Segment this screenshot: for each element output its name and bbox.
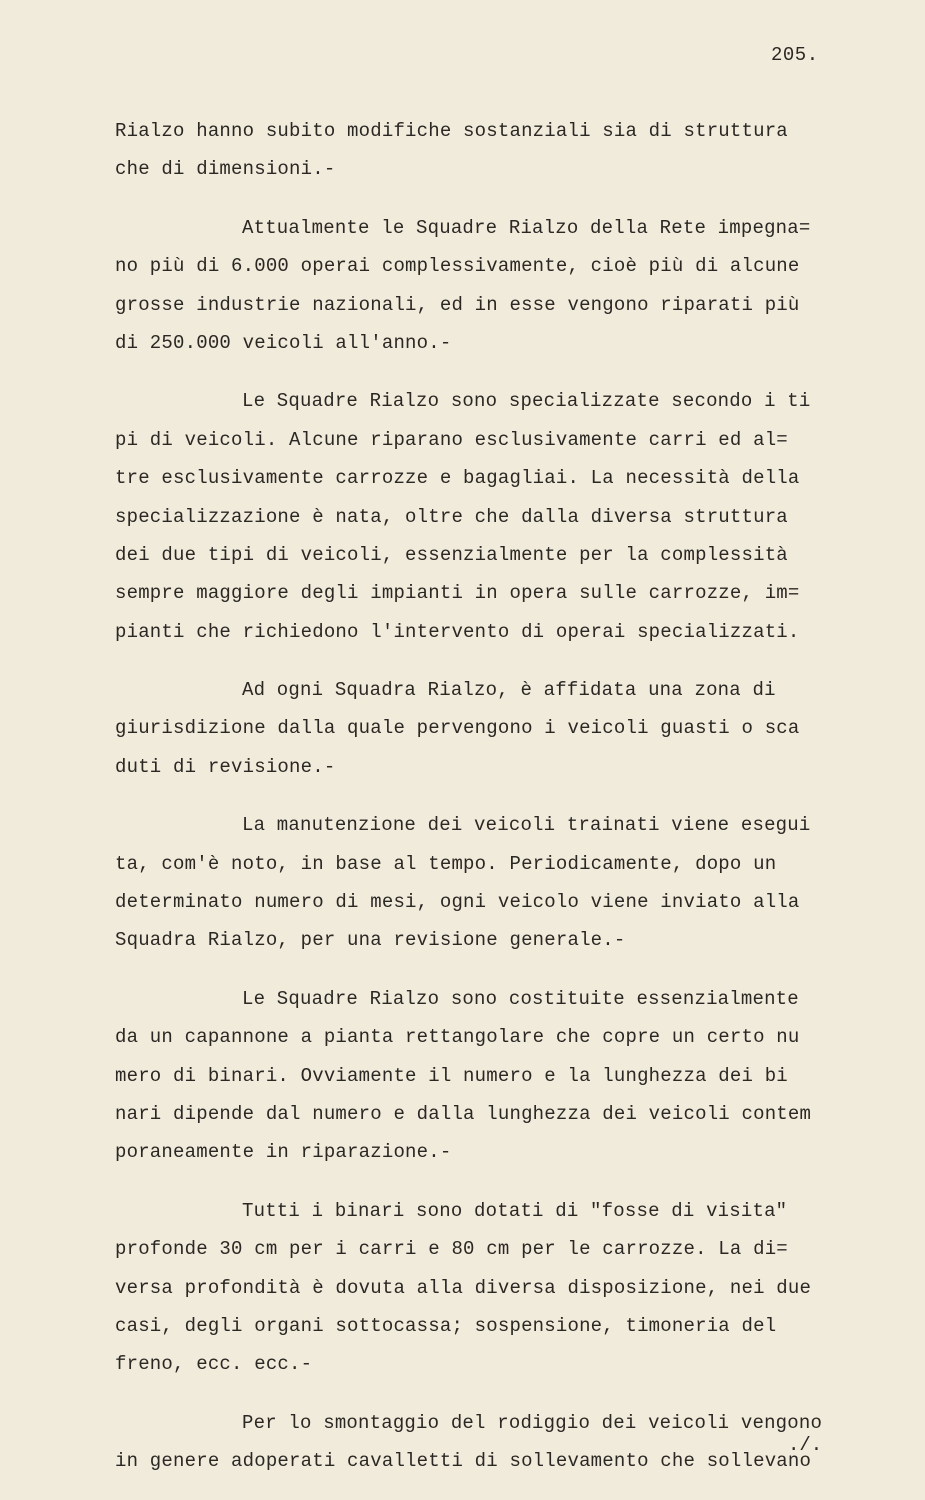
- paragraph-first-line: Le Squadre Rialzo sono specializzate secondo i ti: [242, 390, 811, 413]
- text-line: duti di revisione.-: [115, 755, 336, 778]
- continuation-mark: ./.: [788, 1434, 823, 1456]
- text-line: di 250.000 veicoli all'anno.-: [115, 331, 452, 354]
- text-line: freno, ecc. ecc.-: [115, 1353, 313, 1376]
- text-line: pianti che richiedono l'intervento di operai specializzati.: [115, 620, 800, 643]
- text-line: sempre maggiore degli impianti in opera sulle carrozze, im=: [115, 582, 800, 605]
- text-line: poraneamente in riparazione.-: [115, 1141, 452, 1164]
- text-line: determinato numero di mesi, ogni veicolo viene inviato alla: [115, 891, 800, 914]
- text-line: da un capannone a pianta rettangolare che copre un certo nu: [115, 1026, 800, 1049]
- paragraph-first-line: Le Squadre Rialzo sono costituite essenzialmente: [242, 987, 799, 1010]
- text-line: giurisdizione dalla quale pervengono i veicoli guasti o sca: [115, 717, 800, 740]
- body-text: [115, 112, 900, 1481]
- text-line: casi, degli organi sottocassa; sospensione, timoneria del: [115, 1314, 777, 1337]
- text-line: no più di 6.000 operai complessivamente, cioè più di alcune: [115, 255, 800, 278]
- text-line: nari dipende dal numero e dalla lunghezza dei veicoli contem: [115, 1102, 812, 1125]
- text-line: ta, com'è noto, in base al tempo. Periodicamente, dopo un: [115, 852, 777, 875]
- text-line: dei due tipi di veicoli, essenzialmente per la complessità: [115, 543, 788, 566]
- text-line: versa profondità è dovuta alla diversa disposizione, nei due: [115, 1276, 812, 1299]
- paragraph-first-line: Attualmente le Squadre Rialzo della Rete impegna=: [242, 216, 811, 239]
- text-line: specializzazione è nata, oltre che dalla diversa struttura: [115, 505, 788, 528]
- text-line: Rialzo hanno subito modifiche sostanziali sia di struttura: [115, 120, 788, 142]
- paragraph-first-line: Per lo smontaggio del rodiggio dei veicoli vengono: [242, 1411, 823, 1434]
- text-line: Squadra Rialzo, per una revisione generale.-: [115, 929, 626, 952]
- paragraph-first-line: Ad ogni Squadra Rialzo, è affidata una zona di: [242, 679, 776, 702]
- text-line: pi di veicoli. Alcune riparano esclusivamente carri ed al=: [115, 428, 788, 451]
- text-line: in genere adoperati cavalletti di sollevamento che sollevano: [115, 1450, 812, 1473]
- paragraph-first-line: La manutenzione dei veicoli trainati viene esegui: [242, 814, 811, 837]
- page-number: 205.: [771, 44, 819, 66]
- text-line: grosse industrie nazionali, ed in esse vengono riparati più: [115, 293, 800, 316]
- paragraph-first-line: Tutti i binari sono dotati di "fosse di visita": [242, 1199, 788, 1222]
- text-line: tre esclusivamente carrozze e bagagliai. La necessità della: [115, 467, 800, 490]
- text-line: mero di binari. Ovviamente il numero e la lunghezza dei bi: [115, 1064, 788, 1087]
- text-line: che di dimensioni.-: [115, 158, 336, 181]
- text-line: profonde 30 cm per i carri e 80 cm per le carrozze. La di=: [115, 1238, 788, 1261]
